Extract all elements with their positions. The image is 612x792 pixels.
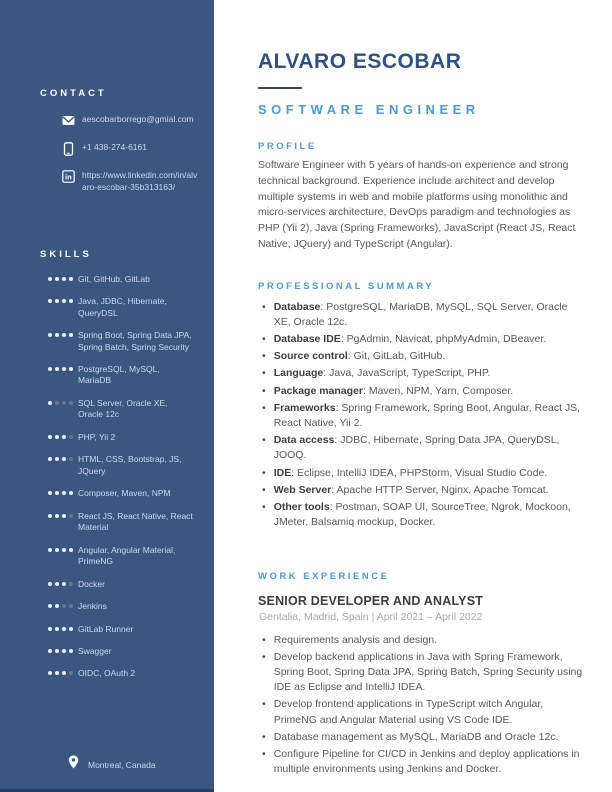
skill-label: OIDC, OAuth 2 [78,668,136,679]
contact-email-text[interactable]: aescobarborrego@gmial.com [82,114,194,124]
summary-item-text: Database: PostgreSQL, MariaDB, MySQL, SQL Server, Oracle XE, Oracle 12c. [273,300,568,328]
skill-row [48,432,198,443]
skill-rating-dots [48,299,73,303]
skill-rating-dots [48,277,73,281]
rating-dot-empty [69,582,73,586]
rating-dot-filled [55,491,59,495]
bullet-point: • [262,501,266,514]
rating-dot-filled [62,627,66,631]
rating-dot-filled [48,582,52,586]
location-row [68,755,198,774]
job-meta: Gentalia, Madrid, Spain | April 2021 – April 2022 [259,610,483,623]
skill-rating-dots [48,649,73,653]
skill-rating-dots [48,582,73,586]
page-title: ALVARO ESCOBAR [258,50,462,73]
skill-rating-dots [48,435,73,439]
rating-dot-filled [69,333,73,337]
sidebar-spacer [40,691,198,755]
summary-item [262,332,586,347]
rating-dot-empty [69,401,73,405]
rating-dot-filled [62,671,66,675]
work-bullet-item [262,697,586,727]
contact-row-phone [62,141,198,156]
job-position-title: SENIOR DEVELOPER AND ANALYST [258,593,484,608]
linkedin-icon [62,170,75,184]
summary-item [262,483,586,498]
rating-dot-filled [62,277,66,281]
work-bullet-item [262,747,586,777]
bullet-point: • [262,698,266,711]
skill-row [48,624,198,635]
summary-list [258,300,586,531]
rating-dot-filled [48,604,52,608]
summary-item [262,349,586,364]
skill-label: PostgreSQL, MySQL, MariaDB [78,363,160,386]
contact-heading: CONTACT [40,88,107,99]
email-icon [62,114,75,128]
skill-label: Git, GitHub, GitLab [78,273,150,284]
skill-row [48,364,198,387]
work-bullet-item [262,633,586,648]
rating-dot-filled [48,627,52,631]
bullet-point: • [262,466,266,479]
work-experience-heading: WORK EXPERIENCE [258,570,390,582]
profile-section [258,141,586,253]
skill-label: Angular, Angular Material, PrimeNG [78,544,176,567]
profile-text: Software Engineer with 5 years of hands-on experience and strong technical background. Experience include architect and develop multiple systems in web and mobile platforms using monolithic and micro-services architecture, DevOps paradigm and technologies as PHP (Yii 2), Java (Spring Frameworks), JavaScript (React JS, React Native, JQuery) and TypeScript (Angular). [258,159,576,250]
skill-row [48,511,198,534]
summary-item [262,300,586,330]
skill-rating-dots [48,333,73,337]
rating-dot-filled [62,548,66,552]
rating-dot-filled [48,491,52,495]
rating-dot-filled [55,671,59,675]
rating-dot-filled [62,299,66,303]
skills-list [48,274,198,680]
professional-title: SOFTWARE ENGINEER [258,102,480,117]
skill-label: Swagger [78,646,112,656]
skill-rating-dots [48,671,73,675]
rating-dot-filled [69,491,73,495]
bullet-point: • [262,633,266,646]
skills-section [40,249,198,691]
bullet-point: • [262,434,266,447]
rating-dot-filled [55,435,59,439]
contact-section [40,88,198,207]
work-bullet-text: Develop frontend applications in TypeScript witch Angular, PrimeNG and Angular Material using VS Code IDE. [273,698,544,726]
rating-dot-empty [69,457,73,461]
work-experience-section [258,571,586,778]
rating-dot-filled [62,514,66,518]
summary-item [262,466,586,481]
summary-item-text: Data access: JDBC, Hibernate, Spring Data JPA, QueryDSL, JOOQ. [273,434,560,462]
rating-dot-filled [69,277,73,281]
skill-row [48,668,198,679]
skill-row [48,488,198,499]
bullet-point: • [262,483,266,496]
location-pin-icon [68,755,79,774]
skills-heading: SKILLS [40,248,92,260]
bullet-point: • [262,650,266,663]
work-bullet-text: Develop backend applications in Java with Spring Framework, Spring Boot, Spring Data JPA, Spring Batch, Spring Security using IDE as Eclipse and IntelliJ IDEA. [273,650,583,694]
bullet-point: • [262,300,266,313]
work-bullet-text: Configure Pipeline for CI/CD in Jenkins and deploy applications in multiple environments using Jenkins and Docker. [273,748,580,776]
work-bullet-list [258,633,586,778]
rating-dot-filled [69,649,73,653]
summary-item [262,500,586,530]
rating-dot-filled [48,649,52,653]
rating-dot-filled [48,514,52,518]
rating-dot-filled [55,367,59,371]
phone-icon [62,142,75,156]
skill-row [48,545,198,568]
skill-rating-dots [48,401,73,405]
summary-item-text: Web Server: Apache HTTP Server, Nginx, Apache Tomcat. [273,483,549,496]
rating-dot-filled [48,367,52,371]
skill-rating-dots [48,457,73,461]
contact-phone-text: +1 438-274-6161 [82,142,147,152]
skill-rating-dots [48,627,73,631]
rating-dot-filled [55,604,59,608]
bullet-point: • [262,730,266,743]
summary-item-text: Language: Java, JavaScript, TypeScript, PHP. [273,367,491,380]
skill-row [48,274,198,285]
summary-item [262,366,586,381]
bullet-point: • [262,350,266,363]
rating-dot-empty [69,671,73,675]
rating-dot-filled [55,582,59,586]
bullet-point: • [262,384,266,397]
profile-heading: PROFILE [258,141,317,152]
rating-dot-filled [69,627,73,631]
rating-dot-filled [55,627,59,631]
work-bullet-text: Database management as MySQL, MariaDB and Oracle 12c. [273,730,559,743]
skill-row [48,296,198,319]
rating-dot-filled [55,548,59,552]
summary-item-text: Package manager: Maven, NPM, Yarn, Composer. [273,384,514,397]
work-bullet-item [262,730,586,745]
summary-item [262,384,586,399]
rating-dot-filled [62,649,66,653]
work-bullet-item [262,650,586,696]
skill-rating-dots [48,514,73,518]
rating-dot-filled [55,457,59,461]
rating-dot-filled [62,367,66,371]
skill-label: PHP, Yii 2 [78,431,116,442]
rating-dot-filled [62,333,66,337]
work-bullet-text: Requirements analysis and design. [273,633,438,646]
svg-text:in: in [65,172,72,182]
professional-summary-section [258,281,586,531]
skill-row [48,579,198,590]
rating-dot-filled [55,333,59,337]
rating-dot-filled [55,277,59,281]
sidebar [0,0,214,792]
rating-dot-filled [62,491,66,495]
rating-dot-filled [62,435,66,439]
summary-item-text: IDE: Eclipse, IntelliJ IDEA, PHPStorm, Visual Studio Code. [273,466,548,479]
rating-dot-empty [55,401,59,405]
skill-label: SQL Server, Oracle XE, Oracle 12c [78,397,168,420]
location-text: Montreal, Canada [88,759,156,770]
skill-row [48,601,198,612]
rating-dot-empty [62,401,66,405]
skill-rating-dots [48,491,73,495]
rating-dot-filled [55,649,59,653]
skill-rating-dots [48,548,73,552]
summary-item-text: Source control: Git, GitLab, GitHub. [273,350,446,363]
skill-label: React JS, React Native, React Material [78,510,193,533]
summary-item-text: Database IDE: PgAdmin, Navicat, phpMyAdmin, DBeaver. [273,332,547,345]
skill-label: GitLab Runner [78,623,134,634]
rating-dot-filled [69,299,73,303]
rating-dot-filled [69,548,73,552]
summary-item [262,433,586,463]
rating-dot-filled [48,435,52,439]
rating-dot-filled [62,457,66,461]
main-content [214,0,612,792]
skill-label: Jenkins [78,601,107,612]
bullet-point: • [262,367,266,380]
skill-label: Composer, Maven, NPM [78,488,171,499]
bullet-point: • [262,332,266,345]
rating-dot-filled [48,548,52,552]
professional-summary-heading: PROFESSIONAL SUMMARY [258,280,435,292]
summary-item-text: Frameworks: Spring Framework, Spring Boot, Angular, React JS, React Native, Yii 2. [273,401,581,430]
contact-row-linkedin [62,169,198,194]
skill-rating-dots [48,604,73,608]
rating-dot-empty [69,604,73,608]
skill-row [48,646,198,657]
skill-row [48,398,198,421]
bullet-point: • [262,748,266,761]
rating-dot-filled [55,514,59,518]
name-underline-divider [258,87,302,89]
contact-row-email [62,113,198,128]
rating-dot-filled [62,582,66,586]
rating-dot-empty [69,514,73,518]
rating-dot-empty [62,604,66,608]
summary-item [262,401,586,431]
skill-label: Spring Boot, Spring Data JPA, Spring Batch, Spring Security [78,330,192,352]
skill-label: Docker [78,578,105,589]
rating-dot-filled [48,299,52,303]
rating-dot-filled [48,671,52,675]
skill-row [48,454,198,477]
skill-label: HTML, CSS, Bootstrap, JS, JQuery [78,454,182,476]
bullet-point: • [262,401,266,414]
contact-linkedin-text[interactable]: https://www.linkedin.com/in/alvaro-escobar-35b313163/ [82,170,198,193]
contact-list [62,113,198,194]
skill-label: Java, JDBC, Hibernate, QueryDSL [78,296,167,318]
rating-dot-filled [69,367,73,371]
rating-dot-empty [69,435,73,439]
summary-item-text: Other tools: Postman, SOAP UI, SourceTree, Ngrok, Mockoon, JMeter, Balsamiq mockup, Docker. [273,501,571,529]
rating-dot-filled [48,457,52,461]
skill-rating-dots [48,367,73,371]
rating-dot-filled [48,333,52,337]
rating-dot-filled [48,401,52,405]
rating-dot-filled [55,299,59,303]
rating-dot-filled [48,277,52,281]
skill-row [48,330,198,353]
